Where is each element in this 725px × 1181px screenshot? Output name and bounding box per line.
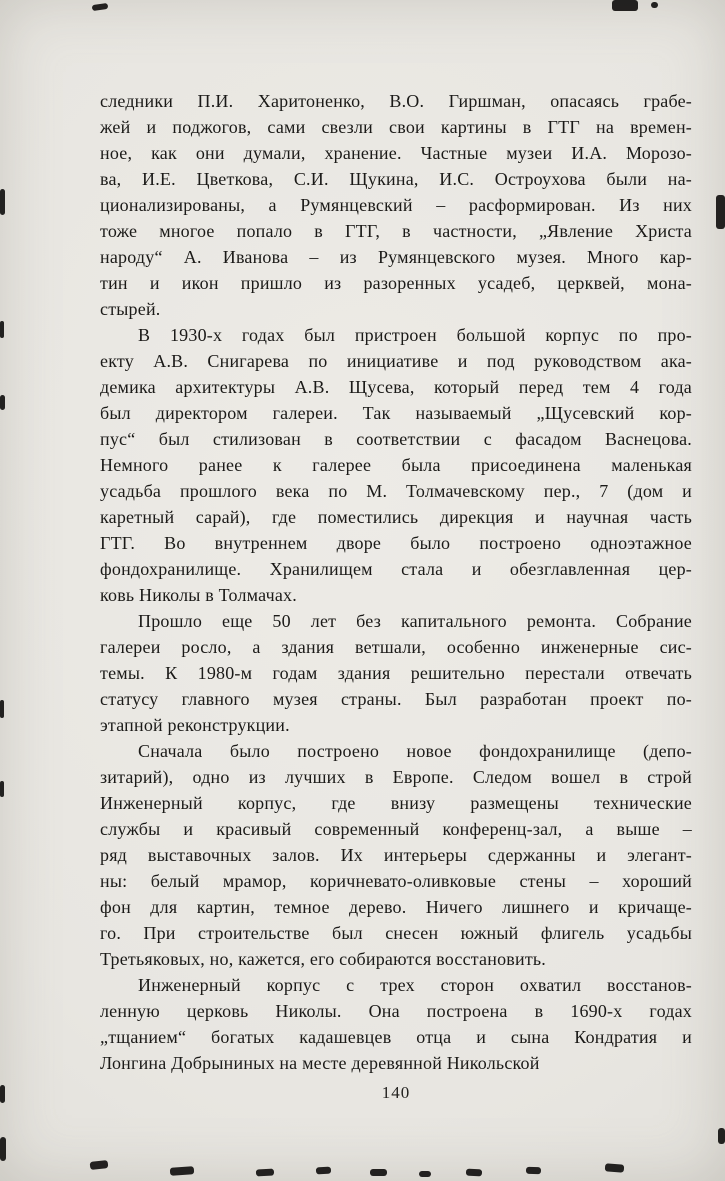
scan-artifact (612, 0, 638, 11)
text-line: демика архитектуры А.В. Щусева, который перед тем 4 года (100, 377, 692, 397)
scan-artifact (526, 1167, 541, 1175)
text-line: го. При строительстве был снесен южный флигель усадьбы (100, 923, 692, 943)
text-line: фон для картин, темное дерево. Ничего лишнего и кричаще- (100, 897, 692, 917)
text-line: народу“ А. Иванова – из Румянцевского музея. Много кар- (100, 247, 692, 267)
text-line: Сначала было построено новое фондохранилище (депо- (138, 741, 692, 761)
scan-artifact (256, 1169, 274, 1177)
text-line: Третьяковых, но, кажется, его собираются восстановить. (100, 949, 546, 969)
text-line: Инженерный корпус, где внизу размещены технические (100, 793, 692, 813)
text-line: галереи росло, а здания ветшали, особенно инженерные сис- (100, 637, 692, 657)
paragraph (100, 738, 692, 972)
text-line: каретный сарай), где поместились дирекция и научная часть (100, 507, 692, 527)
paragraph (100, 88, 692, 322)
scan-artifact (316, 1167, 331, 1175)
text-line: фондохранилище. Хранилищем стала и обезглавленная цер- (100, 559, 692, 579)
text-line: Немного ранее к галерее была присоединена маленькая (100, 455, 692, 475)
text-line: В 1930-х годах был пристроен большой корпус по про- (138, 325, 692, 345)
text-line: ГТГ. Во внутреннем дворе было построено одноэтажное (100, 533, 692, 553)
scan-artifact (92, 3, 109, 11)
text-line: ционализированы, а Румянцевский – расформирован. Из них (100, 195, 692, 215)
page-text-block (100, 88, 692, 1076)
text-line: ное, как они думали, хранение. Частные музеи И.А. Морозо- (100, 143, 692, 163)
text-line: службы и красивый современный конференц-зал, а выше – (100, 819, 692, 839)
text-line: Инженерный корпус с трех сторон охватил восстанов- (138, 975, 692, 995)
scan-artifact (419, 1171, 431, 1177)
page-number: 140 (381, 1083, 411, 1102)
text-line: темы. К 1980-м годам здания решительно перестали отвечать (100, 663, 692, 683)
scan-artifact (170, 1166, 194, 1176)
text-line: ва, И.Е. Цветкова, С.И. Щукина, И.С. Остроухова были на- (100, 169, 692, 189)
scan-artifact (0, 321, 4, 338)
scan-artifact (0, 1085, 5, 1103)
text-line: Лонгина Добрыниных на месте деревянной Никольской (100, 1053, 540, 1073)
text-line: тин и икон пришло из разоренных усадеб, церквей, мона- (100, 273, 692, 293)
scan-artifact (370, 1169, 387, 1176)
text-line: ковь Николы в Толмачах. (100, 585, 297, 605)
text-line: этапной реконструкции. (100, 715, 290, 735)
text-line: стырей. (100, 299, 161, 319)
paragraph (100, 322, 692, 608)
text-line: ны: белый мрамор, коричневато-оливковые стены – хороший (100, 871, 692, 891)
text-line: Прошло еще 50 лет без капитального ремонта. Собрание (138, 611, 692, 631)
scan-artifact (0, 1137, 6, 1161)
text-line: екту А.В. Снигарева по инициативе и под руководством ака- (100, 351, 692, 371)
text-line: статусу главного музея страны. Был разработан проект по- (100, 689, 692, 709)
scan-artifact (0, 700, 4, 718)
scan-artifact (605, 1163, 625, 1172)
scan-artifact (718, 1128, 725, 1144)
paragraph (100, 608, 692, 738)
scan-artifact (0, 781, 4, 797)
scan-artifact (0, 189, 5, 215)
text-line: следники П.И. Харитоненко, В.О. Гиршман, опасаясь грабе- (100, 91, 692, 111)
scan-artifact (651, 2, 658, 8)
scan-artifact (466, 1169, 482, 1177)
scan-artifact (716, 195, 725, 229)
paragraph (100, 972, 692, 1076)
scan-artifact (90, 1160, 109, 1170)
text-line: усадьба прошлого века по М. Толмачевскому пер., 7 (дом и (100, 481, 692, 501)
text-line: тоже многое попало в ГТГ, в частности, „Явление Христа (100, 221, 692, 241)
text-line: ленную церковь Николы. Она построена в 1690-х годах (100, 1001, 692, 1021)
text-line: был директором галереи. Так называемый „Щусевский кор- (100, 403, 692, 423)
text-line: зитарий), одно из лучших в Европе. Следом вошел в строй (100, 767, 692, 787)
text-line: пус“ был стилизован в соответствии с фасадом Васнецова. (100, 429, 692, 449)
text-line: ряд выставочных залов. Их интерьеры сдержанны и элегант- (100, 845, 692, 865)
scan-artifact (0, 395, 5, 410)
text-line: жей и поджогов, сами свезли свои картины в ГТГ на времен- (100, 117, 692, 137)
text-line: „тщанием“ богатых кадашевцев отца и сына Кондратия и (100, 1027, 692, 1047)
